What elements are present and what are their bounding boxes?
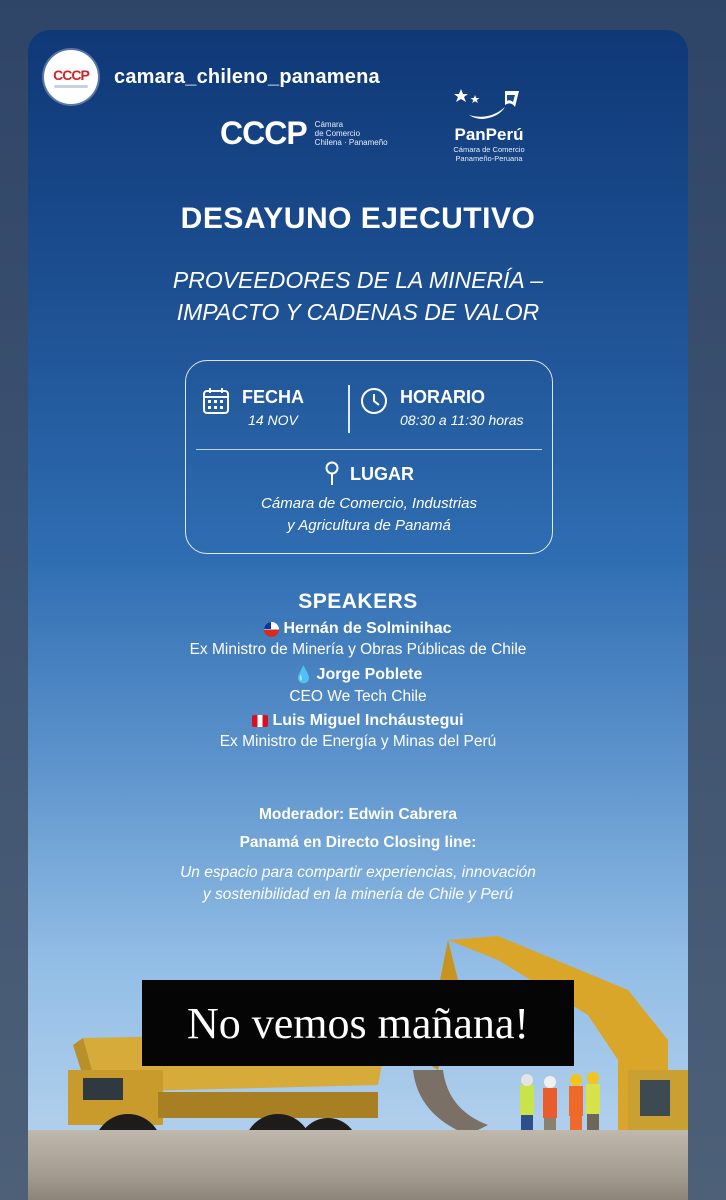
closing-line: Panamá en Directo Closing line: [239,834,477,851]
time-label: HORARIO [400,387,485,407]
calendar-icon [202,387,230,415]
speaker-item [28,620,688,659]
overlay-caption-text: No vemos mañana! [186,998,530,1048]
avatar-logo: CCCP [53,66,89,83]
mining-scene-illustration [28,920,688,1200]
speaker-name: Jorge Poblete [316,666,423,683]
moderator-section [28,806,688,906]
cccp-logo-mark: CCCP [220,115,307,151]
location-label: LUGAR [350,463,414,484]
divider [348,385,350,433]
chile-flag-icon [264,622,279,637]
date-value: 14 NOV [248,412,298,428]
location-pin-icon [324,461,340,487]
divider [196,449,542,450]
panperu-emblem-icon [449,85,529,123]
sponsor-logos [28,85,688,195]
cccp-logo: CCCP Cámara de Comercio Chilena · Panameño [220,115,388,151]
location-block [186,461,552,537]
date-block [202,387,304,428]
event-title: DESAYUNO EJECUTIVO [180,202,536,235]
moderator-line: Moderador: Edwin Cabrera [258,806,458,823]
account-handle[interactable]: camara_chileno_panamena [114,65,380,88]
peru-flag-icon [252,715,268,727]
time-block [360,387,524,428]
speaker-role: CEO We Tech Chile [289,688,427,705]
panperu-logo: PanPerú Cámara de Comercio Panameño-Peruana [434,85,544,163]
time-value: 08:30 a 11:30 horas [400,412,524,428]
speaker-item [28,665,688,706]
story-card [28,30,688,1200]
tagline: Un espacio para compartir experiencias, innovación y sostenibilidad en la minería de Chile y Perú [180,864,536,903]
overlay-caption [142,980,574,1066]
speaker-name: Luis Miguel Incháustegui [272,712,464,729]
event-subtitle: PROVEEDORES DE LA MINERÍA – IMPACTO Y CADENAS DE VALOR [172,267,544,325]
date-label: FECHA [242,387,304,407]
clock-icon [360,387,388,415]
speaker-name: Hernán de Solminihac [283,620,452,637]
speaker-role: Ex Ministro de Energía y Minas del Perú [219,733,497,750]
panperu-name: PanPerú [454,125,524,144]
ground [28,1130,688,1200]
speakers-heading: SPEAKERS [298,590,418,613]
location-value: Cámara de Comercio, Industrias y Agricultura de Panamá [261,495,477,534]
speaker-role: Ex Ministro de Minería y Obras Públicas de Chile [189,641,527,658]
event-info-box [185,360,553,554]
speaker-item [28,712,688,751]
droplet-icon: 💧 [293,667,314,684]
speakers-section [28,590,688,751]
